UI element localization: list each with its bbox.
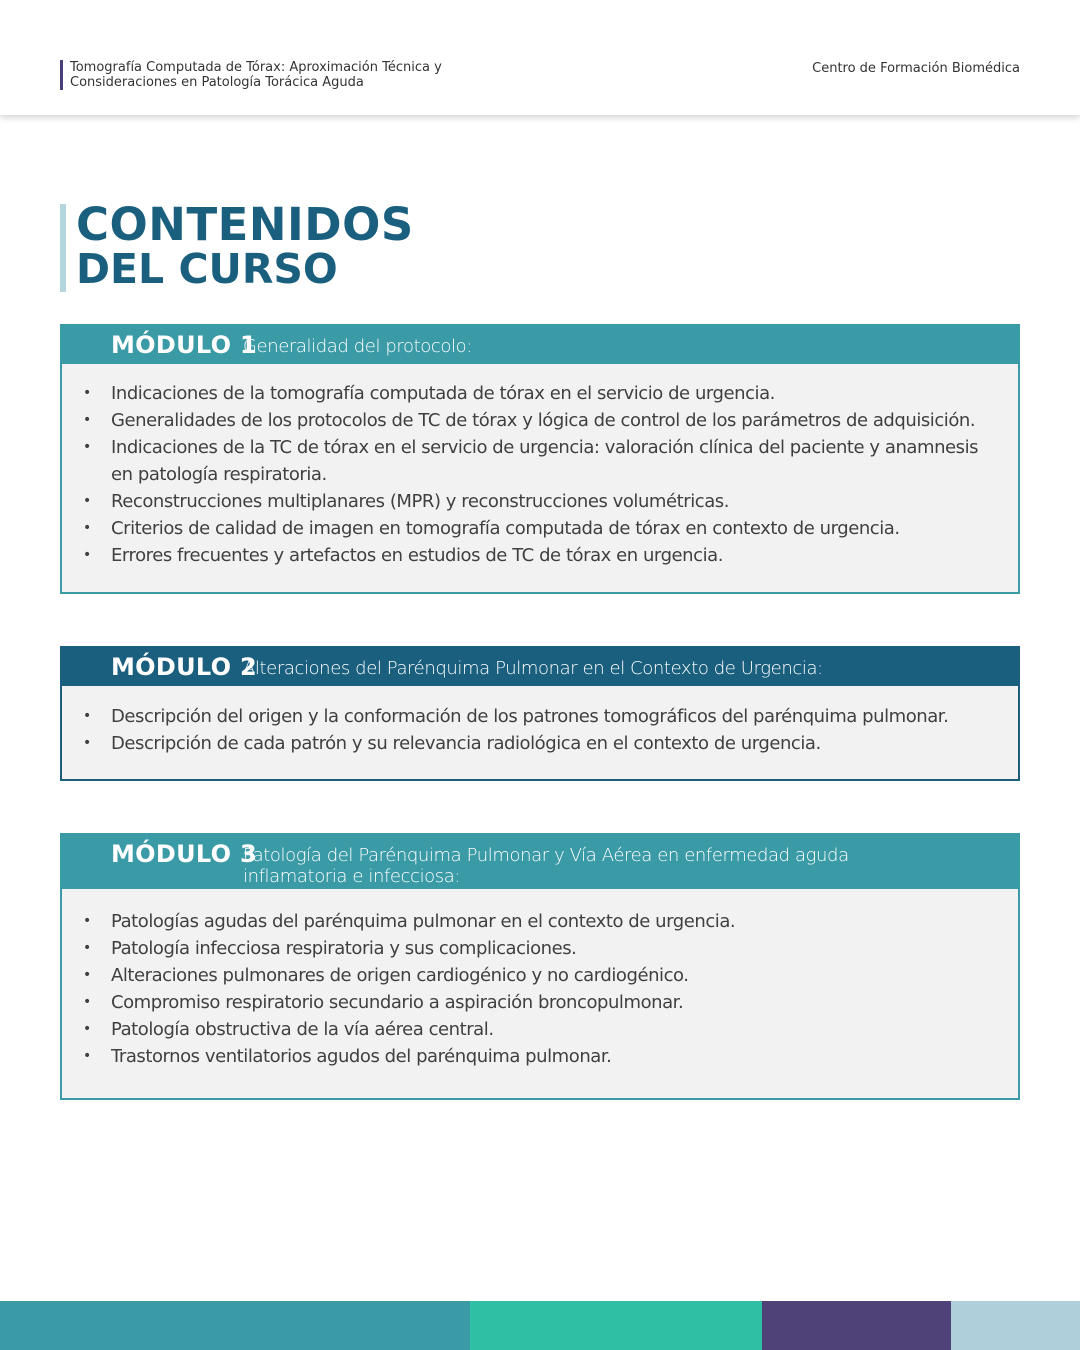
module-3-card xyxy=(60,833,1020,1100)
section-title-line1: CONTENIDOS xyxy=(76,198,414,251)
list-item: • Patologías agudas del parénquima pulmonar en el contexto de urgencia. xyxy=(62,908,1018,935)
list-item: • Indicaciones de la tomografía computada de tórax en el servicio de urgencia. xyxy=(62,380,1018,407)
bullet-icon: • xyxy=(83,1048,91,1064)
module-2-label: MÓDULO 2 xyxy=(111,653,257,681)
page-header xyxy=(0,0,1080,115)
bullet-icon: • xyxy=(83,940,91,956)
footer-band-green xyxy=(470,1301,762,1350)
module-2-description: Alteraciones del Parénquima Pulmonar en el Contexto de Urgencia: xyxy=(243,658,823,679)
bullet-icon: • xyxy=(83,1021,91,1037)
course-title-line2: Consideraciones en Patología Torácica Aguda xyxy=(70,75,364,90)
footer-band-purple xyxy=(762,1301,951,1350)
module-3-header xyxy=(62,835,1018,889)
module-2-header xyxy=(62,648,1018,686)
module-3-item-list xyxy=(62,908,1018,1070)
module-3-description: Patología del Parénquima Pulmonar y Vía Aérea en enfermedad aguda inflamatoria e infecciosa: xyxy=(243,845,849,887)
list-item: • Patología infecciosa respiratoria y sus complicaciones. xyxy=(62,935,1018,962)
list-item: • Descripción del origen y la conformación de los patrones tomográficos del parénquima pulmonar. xyxy=(62,703,1018,730)
section-title-line2: DEL CURSO xyxy=(76,245,338,293)
list-item: • Errores frecuentes y artefactos en estudios de TC de tórax en urgencia. xyxy=(62,542,1018,569)
bullet-icon: • xyxy=(83,547,91,563)
footer-band-teal xyxy=(0,1301,470,1350)
bullet-icon: • xyxy=(83,967,91,983)
list-item: • Alteraciones pulmonares de origen cardiogénico y no cardiogénico. xyxy=(62,962,1018,989)
list-item: • Patología obstructiva de la vía aérea central. xyxy=(62,1016,1018,1043)
bullet-icon: • xyxy=(83,493,91,509)
bullet-icon: • xyxy=(83,385,91,401)
module-1-header xyxy=(62,326,1018,364)
module-2-item-list xyxy=(62,703,1018,757)
module-1-item-list xyxy=(62,380,1018,569)
organization-name: Centro de Formación Biomédica xyxy=(812,61,1020,76)
section-title xyxy=(60,198,414,293)
list-item: • Descripción de cada patrón y su relevancia radiológica en el contexto de urgencia. xyxy=(62,730,1018,757)
module-1-description: Generalidad del protocolo: xyxy=(243,336,472,357)
module-1-card xyxy=(60,324,1020,594)
list-item: • Compromiso respiratorio secundario a aspiración broncopulmonar. xyxy=(62,989,1018,1016)
bullet-icon: • xyxy=(83,708,91,724)
bullet-icon: • xyxy=(83,412,91,428)
module-3-label: MÓDULO 3 xyxy=(111,840,257,868)
list-item: • Reconstrucciones multiplanares (MPR) y reconstrucciones volumétricas. xyxy=(62,488,1018,515)
bullet-icon: • xyxy=(83,735,91,751)
list-item: • Trastornos ventilatorios agudos del parénquima pulmonar. xyxy=(62,1043,1018,1070)
bullet-icon: • xyxy=(83,520,91,536)
list-item: • Indicaciones de la TC de tórax en el servicio de urgencia: valoración clínica del paciente y anamnesis en patología respiratoria. xyxy=(62,434,1018,488)
bullet-icon: • xyxy=(83,913,91,929)
bullet-icon: • xyxy=(83,439,91,455)
module-2-card xyxy=(60,646,1020,781)
course-title-line1: Tomografía Computada de Tórax: Aproximación Técnica y xyxy=(70,60,442,75)
bullet-icon: • xyxy=(83,994,91,1010)
list-item: • Criterios de calidad de imagen en tomografía computada de tórax en contexto de urgencia. xyxy=(62,515,1018,542)
list-item: • Generalidades de los protocolos de TC de tórax y lógica de control de los parámetros de adquisición. xyxy=(62,407,1018,434)
footer-band-light-blue xyxy=(951,1301,1080,1350)
course-title xyxy=(60,60,490,90)
module-1-label: MÓDULO 1 xyxy=(111,331,257,359)
